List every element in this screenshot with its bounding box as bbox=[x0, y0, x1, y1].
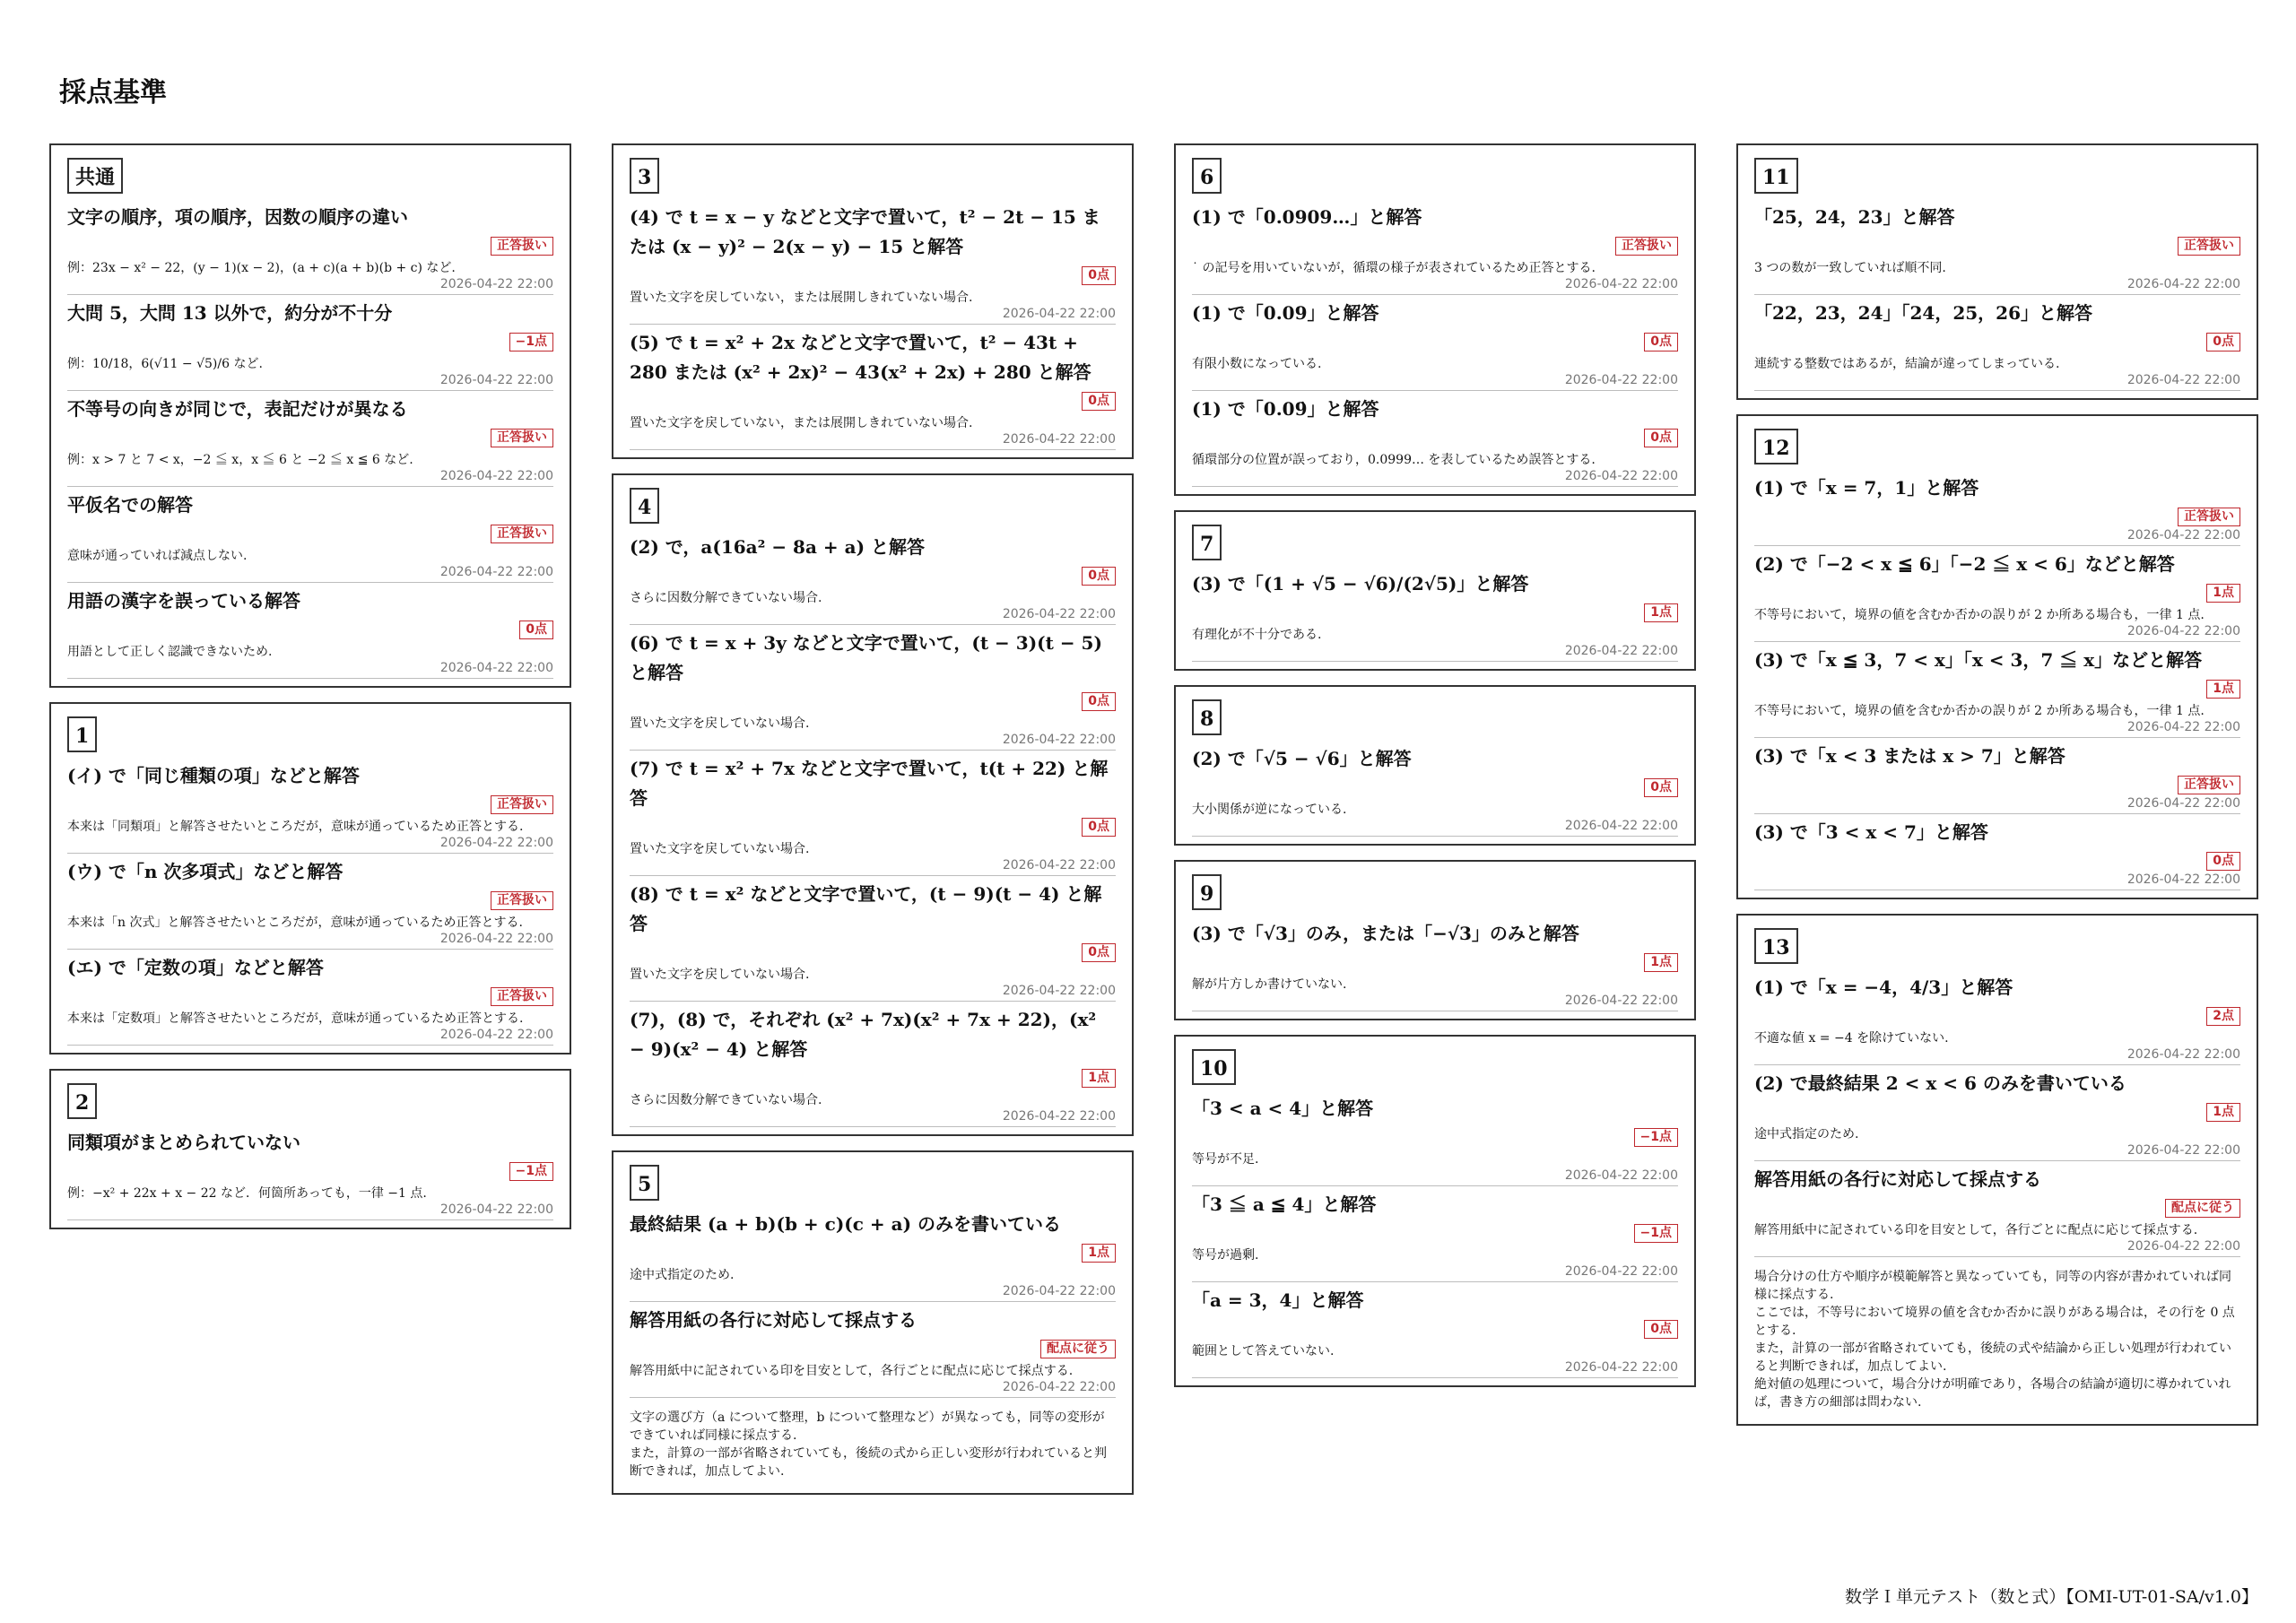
rubric-item bbox=[630, 325, 1116, 450]
rubric-item-note: 解が片方しか書けていない. bbox=[1192, 977, 1347, 992]
rubric-item-title: 大問 5，大問 13 以外で，約分が不十分 bbox=[67, 302, 393, 324]
rubric-item bbox=[1192, 199, 1678, 295]
section-number-badge: 11 bbox=[1754, 158, 1798, 194]
score-badge: 正答扱い bbox=[491, 795, 553, 814]
rubric-item-title: 「3 ≦ a ≦ 4」と解答 bbox=[1192, 1193, 1377, 1215]
score-badge: 0点 bbox=[2206, 333, 2240, 352]
rubric-item-date: 2026-04-22 22:00 bbox=[1564, 994, 1678, 1008]
rubric-item-note: 意味が通っていれば減点しない. bbox=[67, 549, 248, 563]
rubric-item-date: 2026-04-22 22:00 bbox=[439, 932, 553, 946]
score-badge: −1点 bbox=[1634, 1224, 1678, 1243]
rubric-item bbox=[1754, 295, 2240, 391]
rubric-item bbox=[1192, 741, 1678, 837]
rubric-item-date: 2026-04-22 22:00 bbox=[1564, 373, 1678, 387]
rubric-item-date: 2026-04-22 22:00 bbox=[2126, 720, 2240, 734]
score-row bbox=[1192, 1319, 1678, 1341]
rubric-item-title: 解答用紙の各行に対応して採点する bbox=[1754, 1168, 2041, 1190]
rubric-item-date: 2026-04-22 22:00 bbox=[1564, 277, 1678, 291]
rubric-item-note: 本来は「同類項」と解答させたいところだが，意味が通っているため正答とする. bbox=[67, 820, 524, 834]
score-row bbox=[1754, 775, 2240, 796]
rubric-item-title: 文字の順序，項の順序，因数の順序の違い bbox=[67, 206, 408, 228]
rubric-item bbox=[1192, 1186, 1678, 1282]
rubric-item-note: 有限小数になっている. bbox=[1192, 357, 1322, 371]
rubric-item bbox=[1754, 1161, 2240, 1257]
section-number-badge: 12 bbox=[1754, 429, 1798, 464]
score-badge: 正答扱い bbox=[491, 525, 553, 543]
rubric-item-date: 2026-04-22 22:00 bbox=[1002, 307, 1116, 321]
score-badge: 正答扱い bbox=[491, 429, 553, 447]
rubric-item-note: ˙ の記号を用いていないが，循環の様子が表されているため正答とする. bbox=[1192, 261, 1596, 275]
score-row bbox=[1754, 851, 2240, 872]
rubric-item-date: 2026-04-22 22:00 bbox=[1564, 819, 1678, 833]
rubric-item-date: 2026-04-22 22:00 bbox=[1564, 1264, 1678, 1279]
rubric-item-date: 2026-04-22 22:00 bbox=[2126, 796, 2240, 811]
section-number-badge: 6 bbox=[1192, 158, 1222, 194]
rubric-item-title: 平仮名での解答 bbox=[67, 494, 193, 516]
score-badge: 2点 bbox=[2206, 1007, 2240, 1026]
page-title: 採点基準 bbox=[59, 77, 167, 108]
rubric-section bbox=[49, 1069, 571, 1229]
extra-note-line: 絶対値の処理について，場合分けが明確であり，各場合の結論が適切に導かれていれば，書き方の細部は問わない. bbox=[1754, 1377, 2231, 1410]
score-badge: 0点 bbox=[1082, 692, 1116, 711]
rubric-item bbox=[1192, 1090, 1678, 1186]
rubric-item bbox=[630, 625, 1116, 751]
rubric-item-note: 有理化が不十分である. bbox=[1192, 628, 1322, 642]
rubric-section bbox=[1736, 143, 2258, 400]
rubric-item bbox=[1192, 1282, 1678, 1378]
document-footer: 数学Ｉ単元テスト（数と式）【OMI-UT-01-SA/v1.0】 bbox=[1844, 1587, 2258, 1607]
rubric-item-title: (3) で「x ≦ 3，7 < x」「x < 3，7 ≦ x」などと解答 bbox=[1754, 649, 2203, 671]
rubric-item-date: 2026-04-22 22:00 bbox=[439, 469, 553, 483]
rubric-item-note: 解答用紙中に記されている印を目安として，各行ごとに配点に応じて採点する. bbox=[1754, 1223, 2198, 1237]
rubric-item-date: 2026-04-22 22:00 bbox=[1002, 432, 1116, 447]
rubric-item-title: (3) で「x < 3 または x > 7」と解答 bbox=[1754, 745, 2066, 767]
rubric-item-date: 2026-04-22 22:00 bbox=[1002, 1109, 1116, 1124]
score-row bbox=[67, 236, 553, 257]
section-number-badge: 13 bbox=[1754, 928, 1798, 964]
rubric-section bbox=[49, 702, 571, 1055]
rubric-item-title: (1) で「0.09」と解答 bbox=[1192, 302, 1379, 324]
rubric-item-note: 置いた文字を戻していない，または展開しきれていない場合. bbox=[630, 416, 973, 430]
score-row bbox=[1754, 1006, 2240, 1028]
rubric-item-note: 3 つの数が一致していれば順不同. bbox=[1754, 261, 1946, 275]
rubric-item-title: (2) で「√5 − √6」と解答 bbox=[1192, 748, 1412, 769]
rubric-item-title: 「3 < a < 4」と解答 bbox=[1192, 1098, 1374, 1119]
score-row bbox=[1754, 1102, 2240, 1124]
score-badge: 正答扱い bbox=[2178, 776, 2240, 794]
score-badge: 正答扱い bbox=[491, 891, 553, 910]
score-badge: 正答扱い bbox=[2178, 237, 2240, 256]
section-number-badge: 7 bbox=[1192, 525, 1222, 560]
score-badge: 正答扱い bbox=[491, 987, 553, 1006]
rubric-item-note: 不等号において，境界の値を含むか否かの誤りが 2 か所ある場合も，一律 1 点. bbox=[1754, 608, 2205, 622]
rubric-section bbox=[1174, 510, 1696, 671]
score-row bbox=[630, 391, 1116, 412]
rubric-column bbox=[1736, 143, 2258, 1440]
rubric-item bbox=[630, 529, 1116, 625]
rubric-item-note: 置いた文字を戻していない場合. bbox=[630, 968, 810, 982]
rubric-item-note: 例：−x² + 22x + x − 22 など．何箇所あっても，一律 −1 点. bbox=[67, 1186, 427, 1201]
rubric-item bbox=[67, 199, 553, 295]
rubric-item-date: 2026-04-22 22:00 bbox=[2126, 1047, 2240, 1062]
score-badge: 1点 bbox=[1644, 953, 1678, 972]
score-row bbox=[1192, 1127, 1678, 1149]
score-row bbox=[1754, 679, 2240, 700]
rubric-item bbox=[1754, 814, 2240, 890]
extra-note-line: 場合分けの仕方や順序が模範解答と異なっていても，同等の内容が書かれていれば同様に採点する. bbox=[1754, 1270, 2231, 1302]
rubric-item-date: 2026-04-22 22:00 bbox=[1002, 607, 1116, 621]
rubric-item bbox=[67, 758, 553, 854]
rubric-item-note: 等号が不足. bbox=[1192, 1152, 1259, 1167]
rubric-item-date: 2026-04-22 22:00 bbox=[439, 1028, 553, 1042]
rubric-item-date: 2026-04-22 22:00 bbox=[439, 1202, 553, 1217]
rubric-section bbox=[49, 143, 571, 688]
rubric-column bbox=[612, 143, 1134, 1509]
section-number-badge: 1 bbox=[67, 716, 97, 752]
score-row bbox=[630, 265, 1116, 287]
rubric-item-note: 用語として正しく認識できないため. bbox=[67, 645, 273, 659]
score-row bbox=[67, 1161, 553, 1183]
rubric-item-title: 「25，24，23」と解答 bbox=[1754, 206, 1955, 228]
rubric-item-date: 2026-04-22 22:00 bbox=[1002, 733, 1116, 747]
score-row bbox=[1192, 952, 1678, 974]
rubric-item-title: (8) で t = x² などと文字で置いて，(t − 9)(t − 4) と解答 bbox=[630, 883, 1102, 934]
score-badge: 0点 bbox=[519, 621, 553, 639]
score-row bbox=[1192, 1223, 1678, 1245]
rubric-item-title: 用語の漢字を誤っている解答 bbox=[67, 590, 300, 612]
score-badge: 1点 bbox=[2206, 584, 2240, 603]
rubric-section bbox=[1174, 860, 1696, 1020]
rubric-item bbox=[1192, 391, 1678, 487]
rubric-item-date: 2026-04-22 22:00 bbox=[1564, 644, 1678, 658]
rubric-item-note: 途中式指定のため. bbox=[1754, 1127, 1859, 1141]
score-badge: 0点 bbox=[1644, 429, 1678, 447]
score-row bbox=[630, 566, 1116, 587]
score-badge: 正答扱い bbox=[491, 237, 553, 256]
rubric-item-note: 等号が過剰. bbox=[1192, 1248, 1259, 1263]
score-row bbox=[67, 794, 553, 816]
rubric-section bbox=[1174, 1035, 1696, 1387]
rubric-section bbox=[612, 473, 1134, 1136]
rubric-item-note: 循環部分の位置が誤っており，0.0999… を表しているため誤答とする. bbox=[1192, 453, 1596, 467]
rubric-item-title: (7) で t = x² + 7x などと文字で置いて，t(t + 22) と解答 bbox=[630, 758, 1109, 809]
score-badge: 0点 bbox=[1082, 818, 1116, 837]
rubric-item-title: (2) で「−2 < x ≦ 6」「−2 ≦ x < 6」などと解答 bbox=[1754, 553, 2175, 575]
rubric-item-title: (イ) で「同じ種類の項」などと解答 bbox=[67, 765, 360, 786]
rubric-item-date: 2026-04-22 22:00 bbox=[1002, 984, 1116, 998]
extra-note-line: また，計算の一部が省略されていても，後続の式や結論から正しい処理が行われていると判断できれば，加点してよい. bbox=[1754, 1341, 2231, 1374]
rubric-item bbox=[630, 751, 1116, 876]
score-row bbox=[67, 332, 553, 353]
rubric-section bbox=[1174, 143, 1696, 496]
rubric-item-title: 不等号の向きが同じで，表記だけが異なる bbox=[67, 398, 408, 420]
score-row bbox=[67, 986, 553, 1008]
rubric-item bbox=[1754, 1065, 2240, 1161]
score-badge: −1点 bbox=[509, 333, 553, 352]
rubric-item-note: 例：x > 7 と 7 < x，−2 ≦ x，x ≦ 6 と −2 ≦ x ≦ 6 など. bbox=[67, 453, 413, 467]
rubric-item-note: 範囲として答えていない. bbox=[1192, 1344, 1335, 1358]
rubric-item-date: 2026-04-22 22:00 bbox=[2126, 1239, 2240, 1254]
score-badge: 配点に従う bbox=[1040, 1340, 1116, 1358]
rubric-item-date: 2026-04-22 22:00 bbox=[1564, 469, 1678, 483]
score-row bbox=[1754, 1198, 2240, 1219]
score-badge: 1点 bbox=[1082, 1069, 1116, 1088]
rubric-item bbox=[1754, 199, 2240, 295]
rubric-item-date: 2026-04-22 22:00 bbox=[439, 373, 553, 387]
rubric-item bbox=[67, 391, 553, 487]
rubric-item-title: (2) で，a(16a² − 8a + a) と解答 bbox=[630, 536, 926, 558]
score-row bbox=[1192, 428, 1678, 449]
rubric-section bbox=[1736, 414, 2258, 899]
score-row bbox=[1192, 332, 1678, 353]
rubric-item-note: さらに因数分解できていない場合. bbox=[630, 1093, 822, 1107]
rubric-item-date: 2026-04-22 22:00 bbox=[2126, 277, 2240, 291]
rubric-item bbox=[1754, 470, 2240, 546]
score-badge: 配点に従う bbox=[2165, 1199, 2240, 1218]
score-row bbox=[630, 1243, 1116, 1264]
rubric-item-date: 2026-04-22 22:00 bbox=[1564, 1360, 1678, 1375]
score-badge: 0点 bbox=[2206, 852, 2240, 871]
rubric-item bbox=[1754, 738, 2240, 814]
score-row bbox=[67, 428, 553, 449]
rubric-item-note: 不等号において，境界の値を含むか否かの誤りが 2 か所ある場合も，一律 1 点. bbox=[1754, 704, 2205, 718]
rubric-item-note: 連続する整数ではあるが，結論が違ってしまっている. bbox=[1754, 357, 2060, 371]
rubric-item-note: 本来は「n 次式」と解答させたいところだが，意味が通っているため正答とする. bbox=[67, 916, 523, 930]
rubric-item bbox=[67, 1124, 553, 1220]
score-badge: 0点 bbox=[1644, 333, 1678, 352]
section-number-badge: 4 bbox=[630, 488, 659, 524]
rubric-item-date: 2026-04-22 22:00 bbox=[439, 836, 553, 850]
score-badge: −1点 bbox=[509, 1162, 553, 1181]
rubric-item bbox=[67, 854, 553, 950]
rubric-column bbox=[49, 143, 571, 1244]
score-badge: 正答扱い bbox=[1615, 237, 1678, 256]
rubric-item bbox=[1192, 566, 1678, 662]
score-row bbox=[67, 524, 553, 545]
rubric-item-note: 置いた文字を戻していない，または展開しきれていない場合. bbox=[630, 291, 973, 305]
rubric-item-title: 解答用紙の各行に対応して採点する bbox=[630, 1309, 917, 1331]
rubric-item-date: 2026-04-22 22:00 bbox=[439, 277, 553, 291]
score-badge: 0点 bbox=[1644, 1320, 1678, 1339]
rubric-item-date: 2026-04-22 22:00 bbox=[2126, 373, 2240, 387]
section-number-badge: 3 bbox=[630, 158, 659, 194]
rubric-item-title: (1) で「0.0909…」と解答 bbox=[1192, 206, 1422, 228]
rubric-item-date: 2026-04-22 22:00 bbox=[1002, 858, 1116, 872]
score-row bbox=[1754, 236, 2240, 257]
rubric-item-date: 2026-04-22 22:00 bbox=[1002, 1284, 1116, 1298]
rubric-item-note: 置いた文字を戻していない場合. bbox=[630, 716, 810, 731]
rubric-item-date: 2026-04-22 22:00 bbox=[2126, 1143, 2240, 1158]
rubric-item-date: 2026-04-22 22:00 bbox=[2126, 872, 2240, 887]
section-extra-notes bbox=[1754, 1257, 2240, 1417]
rubric-item bbox=[630, 876, 1116, 1002]
rubric-item bbox=[67, 583, 553, 679]
section-number-badge: 10 bbox=[1192, 1049, 1236, 1085]
rubric-item bbox=[1754, 546, 2240, 642]
rubric-section bbox=[1736, 914, 2258, 1426]
score-row bbox=[630, 817, 1116, 838]
score-row bbox=[67, 620, 553, 641]
score-badge: 0点 bbox=[1082, 266, 1116, 285]
rubric-item bbox=[1754, 969, 2240, 1065]
score-row bbox=[630, 942, 1116, 964]
rubric-item-title: (4) で t = x − y などと文字で置いて，t² − 2t − 15 または (x − y)² − 2(x − y) − 15 と解答 bbox=[630, 206, 1100, 257]
rubric-item bbox=[630, 1206, 1116, 1302]
rubric-item-title: (3) で「3 < x < 7」と解答 bbox=[1754, 821, 1988, 843]
rubric-item-note: 大小関係が逆になっている. bbox=[1192, 803, 1347, 817]
score-row bbox=[1754, 507, 2240, 528]
rubric-item-date: 2026-04-22 22:00 bbox=[1564, 1168, 1678, 1183]
rubric-item bbox=[630, 199, 1116, 325]
rubric-item-title: 「22，23，24」「24，25，26」と解答 bbox=[1754, 302, 2092, 324]
rubric-item-title: (エ) で「定数の項」などと解答 bbox=[67, 957, 324, 978]
rubric-item-note: 例：23x − x² − 22，(y − 1)(x − 2)，(a + c)(a + b)(b + c) など. bbox=[67, 261, 456, 275]
rubric-item-title: 同類項がまとめられていない bbox=[67, 1132, 300, 1153]
score-badge: 1点 bbox=[2206, 680, 2240, 699]
section-extra-notes bbox=[630, 1398, 1116, 1486]
rubric-item-date: 2026-04-22 22:00 bbox=[1002, 1380, 1116, 1394]
rubric-item-title: (ウ) で「n 次多項式」などと解答 bbox=[67, 861, 344, 882]
rubric-item-note: 途中式指定のため. bbox=[630, 1268, 735, 1282]
rubric-item-date: 2026-04-22 22:00 bbox=[439, 565, 553, 579]
rubric-item-title: 「a = 3，4」と解答 bbox=[1192, 1289, 1364, 1311]
extra-note-line: また，計算の一部が省略されていても，後続の式から正しい変形が行われていると判断できれば，加点してよい. bbox=[630, 1446, 1107, 1479]
extra-note-line: ここでは，不等号において境界の値を含むか否かに誤りがある場合は，その行を 0 点とする. bbox=[1754, 1306, 2235, 1338]
score-row bbox=[630, 691, 1116, 713]
score-badge: 1点 bbox=[2206, 1103, 2240, 1122]
score-badge: 0点 bbox=[1644, 778, 1678, 797]
rubric-item-date: 2026-04-22 22:00 bbox=[2126, 528, 2240, 542]
extra-note-line: 文字の選び方（a について整理，b について整理など）が異なっても，同等の変形ができていれば同様に採点する. bbox=[630, 1410, 1105, 1443]
rubric-item-title: (5) で t = x² + 2x などと文字で置いて，t² − 43t + 280 または (x² + 2x)² − 43(x² + 2x) + 280 と解答 bbox=[630, 332, 1091, 383]
rubric-item-title: (1) で「x = −4，4/3」と解答 bbox=[1754, 976, 2013, 998]
rubric-item bbox=[67, 950, 553, 1046]
score-badge: 0点 bbox=[1082, 943, 1116, 962]
rubric-item-title: (3) で「√3」のみ，または「−√3」のみと解答 bbox=[1192, 923, 1579, 944]
score-badge: −1点 bbox=[1634, 1128, 1678, 1147]
rubric-item bbox=[1754, 642, 2240, 738]
score-row bbox=[1192, 236, 1678, 257]
section-number-badge: 5 bbox=[630, 1165, 659, 1201]
rubric-item-note: さらに因数分解できていない場合. bbox=[630, 591, 822, 605]
score-row bbox=[67, 890, 553, 912]
rubric-item bbox=[630, 1002, 1116, 1127]
rubric-item bbox=[67, 295, 553, 391]
rubric-column bbox=[1174, 143, 1696, 1402]
section-number-badge: 9 bbox=[1192, 874, 1222, 910]
score-row bbox=[1192, 603, 1678, 624]
rubric-section bbox=[612, 143, 1134, 459]
score-badge: 正答扱い bbox=[2178, 508, 2240, 526]
rubric-item bbox=[630, 1302, 1116, 1398]
rubric-item bbox=[1192, 295, 1678, 391]
rubric-item-note: 例：10/18，6(√11 − √5)/6 など. bbox=[67, 357, 263, 371]
score-row bbox=[1754, 332, 2240, 353]
rubric-item-date: 2026-04-22 22:00 bbox=[2126, 624, 2240, 638]
rubric-item-title: (2) で最終結果 2 < x < 6 のみを書いている bbox=[1754, 1072, 2126, 1094]
score-row bbox=[1754, 583, 2240, 604]
score-badge: 0点 bbox=[1082, 392, 1116, 411]
rubric-section bbox=[612, 1150, 1134, 1495]
rubric-item bbox=[1192, 916, 1678, 1011]
rubric-item-title: (1) で「x = 7，1」と解答 bbox=[1754, 477, 1979, 499]
score-row bbox=[630, 1068, 1116, 1089]
rubric-item-title: (1) で「0.09̇」と解答 bbox=[1192, 398, 1379, 420]
score-row bbox=[1192, 777, 1678, 799]
score-badge: 1点 bbox=[1082, 1244, 1116, 1263]
section-number-badge: 8 bbox=[1192, 699, 1222, 735]
score-row bbox=[630, 1339, 1116, 1360]
rubric-item-title: (6) で t = x + 3y などと文字で置いて，(t − 3)(t − 5) と解答 bbox=[630, 632, 1102, 683]
section-number-badge: 共通 bbox=[67, 158, 123, 194]
rubric-item-note: 本来は「定数項」と解答させたいところだが，意味が通っているため正答とする. bbox=[67, 1011, 524, 1026]
rubric-item-note: 解答用紙中に記されている印を目安として，各行ごとに配点に応じて採点する. bbox=[630, 1364, 1074, 1378]
rubric-item-note: 置いた文字を戻していない場合. bbox=[630, 842, 810, 856]
rubric-item-note: 不適な値 x = −4 を除けていない. bbox=[1754, 1031, 1949, 1046]
rubric-item-title: (7)，(8) で，それぞれ (x² + 7x)(x² + 7x + 22)，(x² − 9)(x² − 4) と解答 bbox=[630, 1009, 1097, 1060]
rubric-item bbox=[67, 487, 553, 583]
score-badge: 0点 bbox=[1082, 567, 1116, 586]
rubric-item-date: 2026-04-22 22:00 bbox=[439, 661, 553, 675]
rubric-item-title: (3) で「(1 + √5 − √6)/(2√5)」と解答 bbox=[1192, 573, 1529, 595]
rubric-item-title: 最終結果 (a + b)(b + c)(c + a) のみを書いている bbox=[630, 1213, 1061, 1235]
rubric-section bbox=[1174, 685, 1696, 846]
score-badge: 1点 bbox=[1644, 603, 1678, 622]
section-number-badge: 2 bbox=[67, 1083, 97, 1119]
